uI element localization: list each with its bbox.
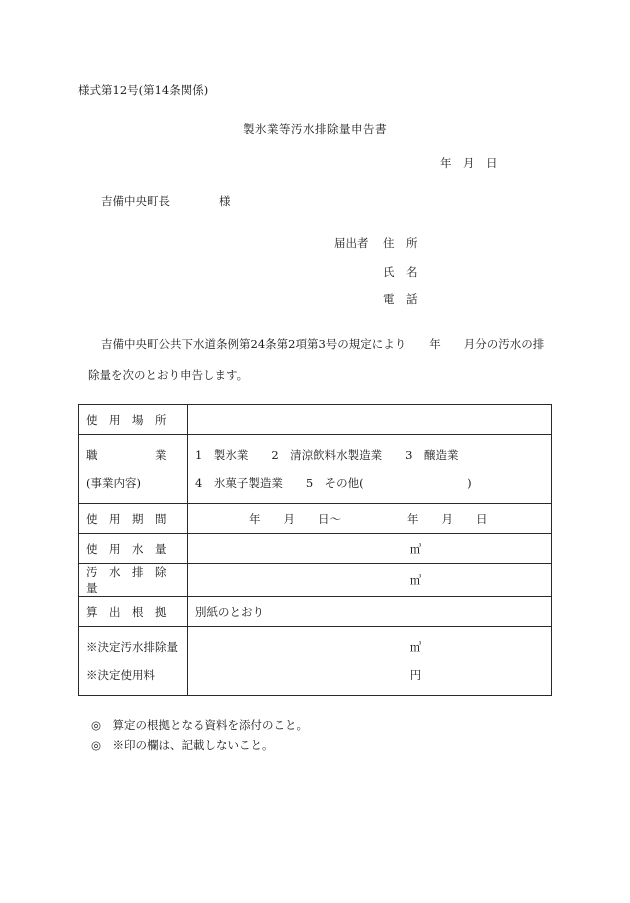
note-1: ◎ 算定の根拠となる資料を添付のこと。 — [91, 718, 309, 732]
period-from: 年 月 日〜 — [249, 511, 341, 526]
unit-yen: 円 — [409, 668, 422, 682]
addressee-honorific: 様 — [219, 194, 231, 208]
basis-label: 算 出 根 拠 — [79, 597, 188, 627]
water-use-field[interactable] — [188, 534, 552, 564]
notifier-label: 届出者 — [334, 236, 369, 250]
place-label: 使 用 場 所 — [79, 405, 188, 435]
body-text-line2: 除量を次のとおり申告します。 — [88, 368, 249, 382]
form-title: 製氷業等汚水排除量申告書 — [243, 122, 387, 136]
table-row — [79, 405, 552, 435]
unit-cubic-meter: ㎥ — [409, 541, 422, 556]
notifier-name-label: 氏 名 — [383, 265, 418, 279]
unit-cubic-meter: ㎥ — [409, 573, 422, 587]
decided-label — [79, 627, 188, 696]
date-line: 年 月 日 — [440, 156, 498, 170]
table-row — [79, 597, 552, 627]
period-label: 使 用 期 間 — [79, 504, 188, 534]
industry-options[interactable] — [188, 435, 552, 504]
table-row — [79, 534, 552, 564]
unit-cubic-meter: ㎥ — [409, 640, 422, 654]
addressee: 吉備中央町長 — [101, 194, 170, 208]
discharge-field[interactable] — [188, 564, 552, 597]
industry-options-line2: 4 氷菓子製造業 5 その他( ) — [195, 476, 472, 490]
body-text-line1: 吉備中央町公共下水道条例第24条第2項第3号の規定により 年 月分の汚水の排 — [101, 337, 545, 351]
basis-field[interactable]: 別紙のとおり — [188, 597, 552, 627]
table-row — [79, 564, 552, 597]
period-to: 年 月 日 — [407, 511, 488, 526]
industry-label: 職 業 (事業内容) — [79, 435, 188, 504]
decided-fee-label: ※決定使用料 — [86, 668, 155, 682]
decided-discharge-label: ※決定汚水排除量 — [86, 640, 178, 654]
form-number: 様式第12号(第14条関係) — [78, 83, 209, 97]
decided-field — [188, 627, 552, 696]
industry-options-line1: 1 製氷業 2 清涼飲料水製造業 3 醸造業 — [195, 448, 459, 462]
notifier-phone-label: 電 話 — [383, 292, 418, 306]
place-field[interactable] — [188, 405, 552, 435]
water-use-label: 使 用 水 量 — [79, 534, 188, 564]
discharge-label: 汚 水 排 除 量 — [79, 564, 188, 597]
declaration-table — [78, 404, 552, 696]
period-field[interactable] — [188, 504, 552, 534]
note-2: ◎ ※印の欄は、記載しないこと。 — [91, 738, 274, 752]
notifier-address-label: 住 所 — [383, 236, 418, 250]
table-row — [79, 504, 552, 534]
table-row — [79, 627, 552, 696]
table-row — [79, 435, 552, 504]
